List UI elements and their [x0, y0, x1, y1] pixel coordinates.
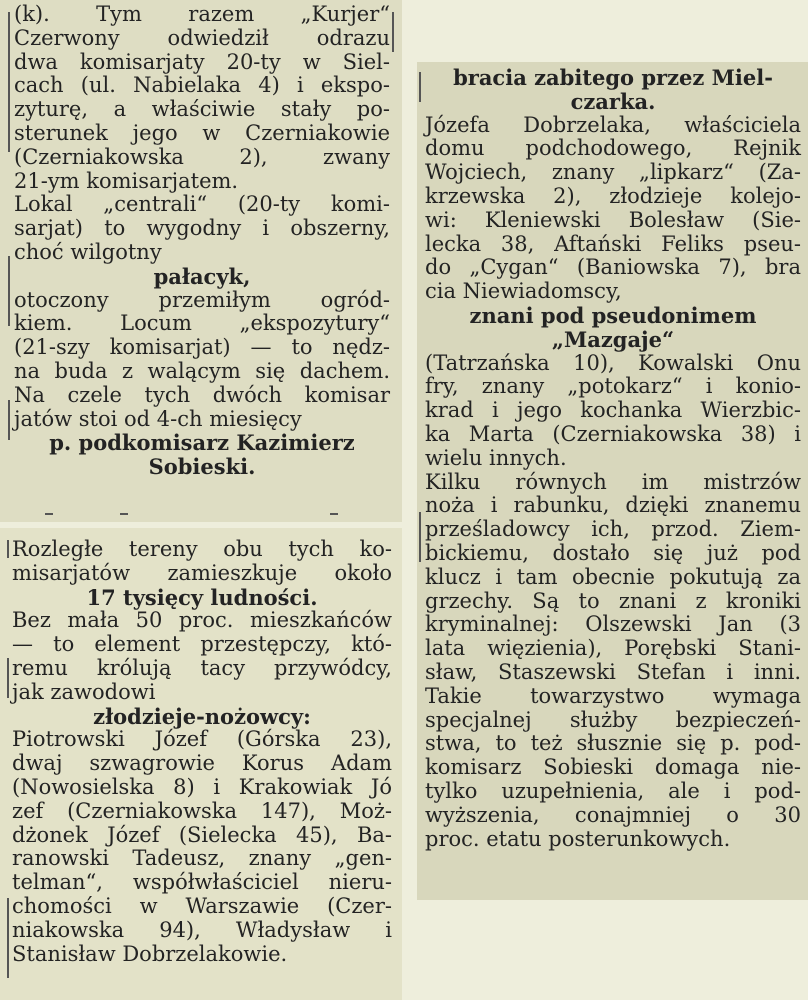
text-line: domu podchodowego, Rejnik	[425, 136, 801, 161]
text-line: fry, znany „potokarz“ i konio-	[425, 374, 801, 399]
text-line: (Tatrzańska 10), Kowalski Onu	[425, 350, 801, 375]
article-text	[14, 3, 390, 479]
text-line: na buda z walącym się dachem.	[14, 358, 390, 383]
column-end-mark	[330, 513, 338, 515]
text-line: Na czele tych dwóch komisar	[14, 382, 390, 407]
column-rule	[419, 72, 421, 102]
text-line: stwa, to też słusznie się p. pod-	[425, 731, 801, 756]
text-line: Kilku równych im mistrzów	[425, 469, 801, 494]
text-line: Stanisław Dobrzelakowie.	[12, 941, 288, 966]
column-rule	[7, 898, 9, 978]
text-line: ka Marta (Czerniakowska 38) i	[425, 421, 801, 446]
text-line: (Czerniakowska 2), zwany	[14, 144, 390, 169]
text-line: „Mazgaje“	[551, 326, 675, 352]
text-line: — to element przestępczy, któ-	[12, 632, 392, 657]
text-line: dżonek Józef (Sielecka 45), Ba-	[12, 822, 392, 847]
text-line: do „Cygan“ (Baniowska 7), bra	[425, 255, 801, 280]
text-line: wielu innych.	[425, 445, 567, 470]
text-line: Rozległe tereny obu tych ko-	[12, 537, 392, 561]
page-gutter	[402, 0, 417, 1000]
text-line: noża i rabunku, dzięki znanemu	[425, 493, 801, 518]
text-line: Józefa Dobrzelaka, właściciela	[425, 112, 801, 137]
page-gutter-bottom-right	[417, 900, 808, 1000]
text-line: zef (Czerniakowska 147), Moż-	[12, 798, 392, 823]
text-line: Bez mała 50 proc. mieszkańców	[12, 608, 392, 633]
text-line: (21-szy komisarjat) — to nędz-	[14, 335, 390, 360]
column-end-mark	[45, 513, 53, 515]
text-line: kryminalnej: Olszewski Jan (3	[425, 612, 801, 637]
text-line: tylko uzupełnienia, ale i pod-	[425, 778, 801, 803]
text-line: zyturę, a właściwie stały po-	[14, 97, 390, 122]
text-line: wyższenia, conajmniej o 30	[425, 802, 801, 827]
text-line: p. podkomisarz Kazimierz	[49, 430, 355, 456]
column-rule	[8, 400, 10, 440]
text-line: komisarz Sobieski domaga nie-	[425, 755, 801, 780]
text-line: chomości w Warszawie (Czer-	[12, 893, 392, 918]
text-line: pałacyk,	[153, 263, 251, 289]
text-line: jak zawodowi	[12, 679, 156, 704]
text-line: niakowska 94), Władysław i	[12, 917, 392, 942]
text-line: (Nowosielska 8) i Krakowiak Jó	[12, 774, 392, 799]
text-line: prześladowcy ich, przod. Ziem-	[425, 517, 801, 542]
text-line: bracia zabitego przez Miel-	[453, 65, 773, 90]
clipping-column-left-bottom	[0, 528, 402, 1000]
text-line: czarka.	[570, 88, 656, 114]
text-line: sarjat) to wygodny i obszerny,	[14, 216, 390, 241]
text-line: 17 tysięcy ludności.	[86, 584, 318, 610]
text-line: cia Niewiadomscy,	[425, 279, 622, 304]
text-line: Wojciech, znany „lipkarz“ (Za-	[425, 160, 801, 185]
text-line: proc. etatu posterunkowych.	[425, 826, 731, 851]
text-line: ranowski Tadeusz, znany „gen-	[12, 846, 392, 871]
column-rule	[419, 512, 421, 562]
text-line: remu królują tacy przywódcy,	[12, 655, 392, 680]
text-line: znani pod pseudonimem	[469, 302, 757, 328]
text-line: Czerwony odwiedził odrazu	[14, 25, 390, 50]
text-line: wi: Kleniewski Bolesław (Sie-	[425, 207, 801, 232]
text-line: bickiemu, dostało się już pod	[425, 540, 801, 565]
text-line: dwa komisarjaty 20-ty w Siel-	[14, 49, 390, 74]
page-gutter-top-right	[417, 0, 808, 62]
column-rule	[8, 256, 10, 326]
text-line: krzewska 2), złodzieje kolejo-	[425, 183, 801, 208]
text-line: Takie towarzystwo wymaga	[425, 683, 801, 708]
text-line: Sobieski.	[148, 454, 256, 480]
text-line: złodzieje-nożowcy:	[93, 703, 311, 729]
article-text	[425, 66, 801, 851]
text-line: Lokal „centrali“ (20-ty komi-	[14, 192, 390, 217]
column-rule	[8, 12, 10, 152]
text-line: specjalnej służby bezpieczeń-	[425, 707, 801, 732]
text-line: dwaj szwagrowie Korus Adam	[12, 751, 392, 776]
text-line: Piotrowski Józef (Górska 23),	[12, 727, 392, 752]
text-line: telman“, współwłaściciel nieru-	[12, 870, 392, 895]
column-rule	[7, 540, 9, 558]
text-line: (k). Tym razem „Kurjer“	[14, 2, 390, 26]
column-end-mark	[120, 513, 128, 515]
text-line: kiem. Locum „ekspozytury“	[14, 311, 390, 336]
clipping-column-right	[417, 62, 808, 900]
text-line: jatów stoi od 4-ch miesięcy	[14, 406, 302, 431]
text-line: choć wilgotny	[14, 239, 162, 264]
column-rule	[7, 658, 9, 698]
text-line: 21-ym komisarjatem.	[14, 168, 239, 193]
text-line: otoczony przemiłym ogród-	[14, 287, 390, 312]
text-line: misarjatów zamieszkuje około	[12, 560, 392, 585]
text-line: cach (ul. Nabielaka 4) i ekspo-	[14, 73, 390, 98]
text-line: lata więzienia), Porębski Stani-	[425, 636, 801, 661]
column-rule	[392, 12, 394, 52]
text-line: sław, Staszewski Stefan i inni.	[425, 659, 801, 684]
article-text	[12, 538, 392, 966]
clipping-column-left-top	[0, 0, 402, 522]
text-line: lecka 38, Aftański Feliks pseu-	[425, 231, 801, 256]
text-line: sterunek jego w Czerniakowie	[14, 120, 390, 145]
text-line: grzechy. Są to znani z kroniki	[425, 588, 801, 613]
text-line: klucz i tam obecnie pokutują za	[425, 564, 801, 589]
text-line: krad i jego kochanka Wierzbic-	[425, 398, 801, 423]
